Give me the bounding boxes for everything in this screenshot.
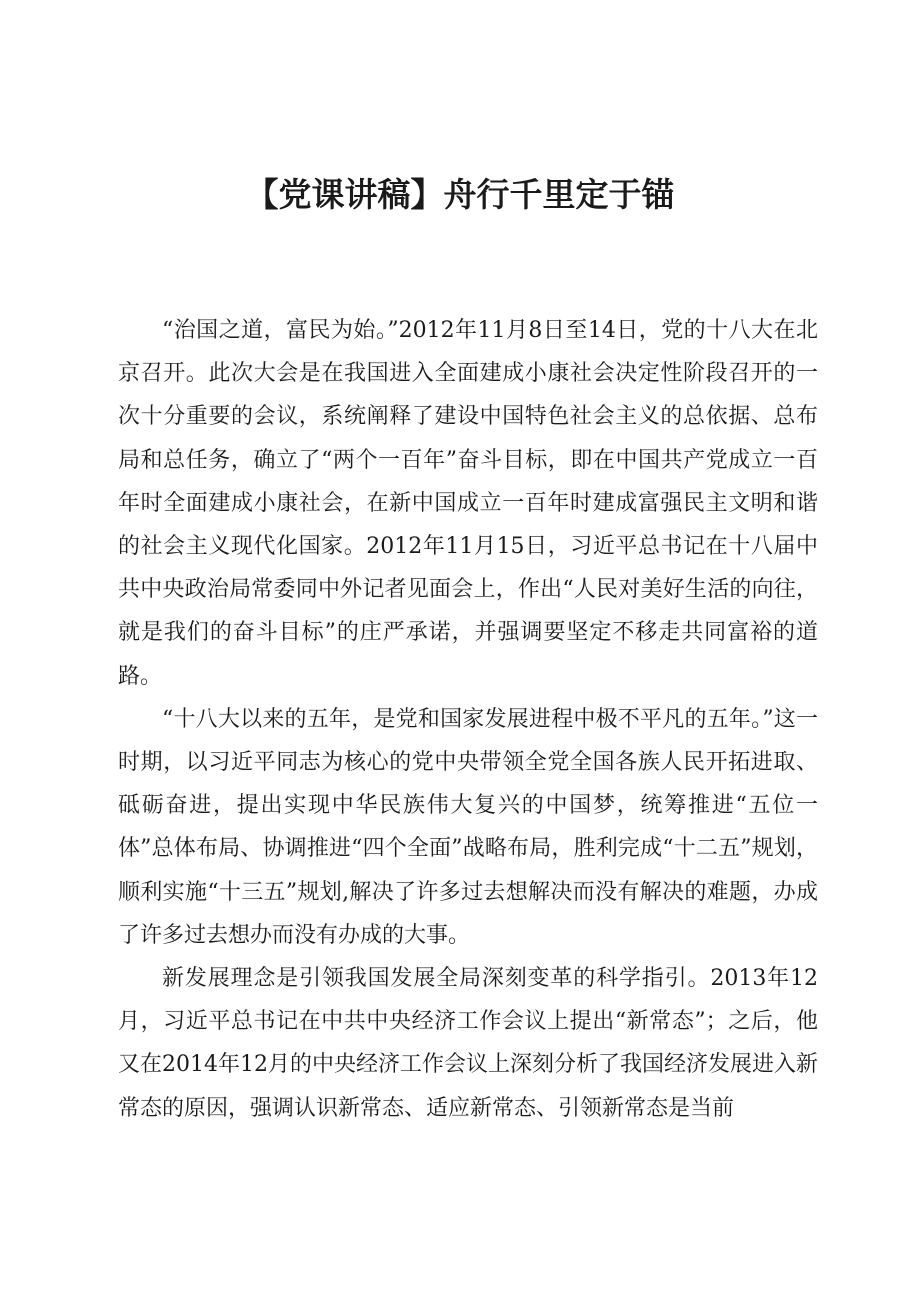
paragraph-3: 新发展理念是引领我国发展全局深刻变革的科学指引。2013年12月，习近平总书记在中共中央经济工作会议上提出“新常态”；之后，他又在2014年12月的中央经济工作会议上深刻分析了我国经济发展进入新常态的原因，强调认识新常态、适应新常态、引领新常态是当前: [118, 966, 818, 1121]
document-title: 【党课讲稿】舟行千里定于锚: [245, 175, 675, 214]
paragraph-1: “治国之道，富民为始。”2012年11月8日至14日，党的十八大在北京召开。此次大会是在我国进入全面建成小康社会决定性阶段召开的一次十分重要的会议，系统阐释了建设中国特色社会主义的总依据、总布局和总任务，确立了“两个一百年”奋斗目标，即在中国共产党成立一百年时全面建成小康社会，在新中国成立一百年时建成富强民主文明和谐的社会主义现代化国家。2012年11月15日，习近平总书记在十八届中共中央政治局常委同中外记者见面会上，作出“人民对美好生活的向往，就是我们的奋斗目标”的庄严承诺，并强调要坚定不移走共同富裕的道路。: [118, 318, 818, 689]
paragraph-2: “十八大以来的五年，是党和国家发展进程中极不平凡的五年。”这一时期，以习近平同志为核心的党中央带领全党全国各族人民开拓进取、砥砺奋进，提出实现中华民族伟大复兴的中国梦，统筹推进“五位一体”总体布局、协调推进“四个全面”战略布局，胜利完成“十二五”规划，顺利实施“十三五”规划,解决了许多过去想解决而没有解决的难题，办成了许多过去想办而没有办成的大事。: [118, 706, 818, 948]
document-body: [118, 309, 818, 1130]
